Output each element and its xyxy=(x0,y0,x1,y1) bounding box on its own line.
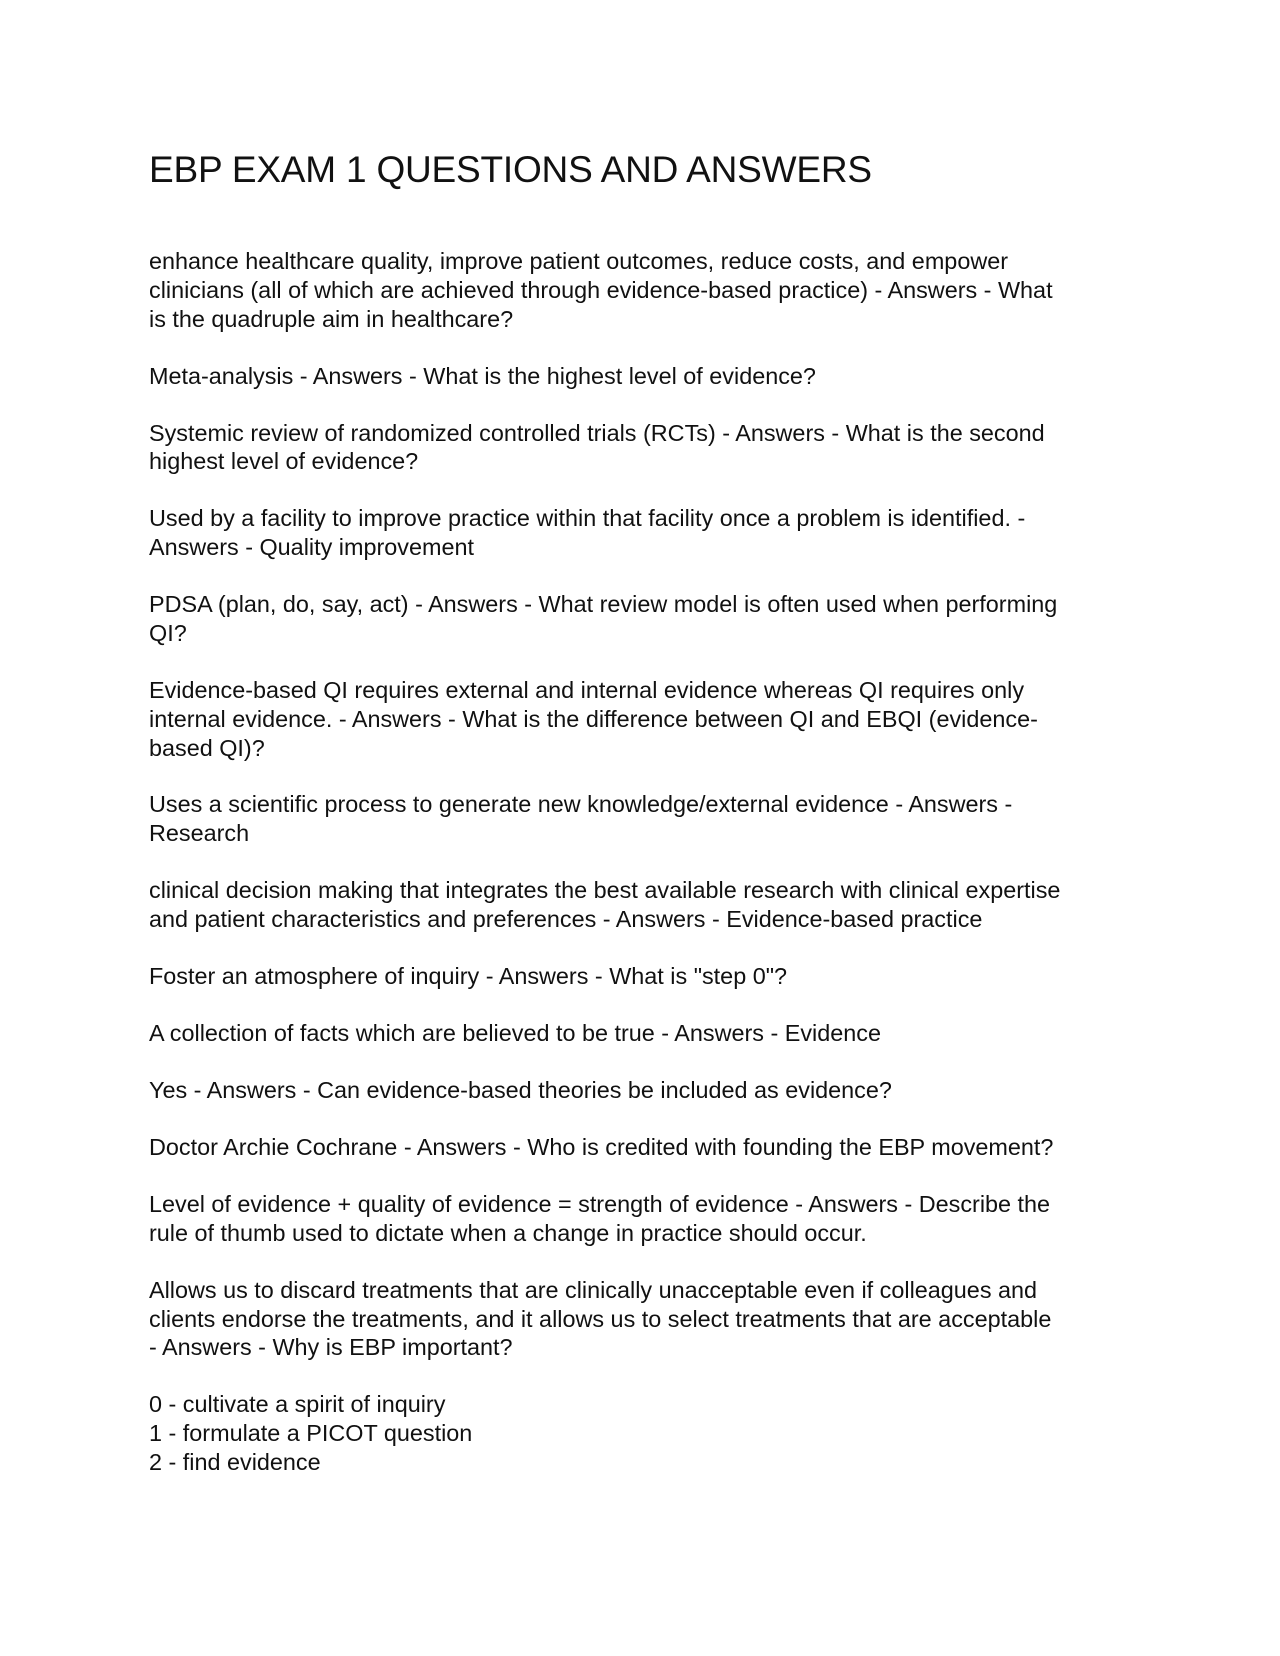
qa-paragraph-quadruple-aim: enhance healthcare quality, improve patient outcomes, reduce costs, and empower clinicians (all of which are achieved through evidence-based practice) - Answers - What is the quadruple aim in healthcare? xyxy=(149,248,1053,332)
qa-paragraph-highest-evidence: Meta-analysis - Answers - What is the highest level of evidence? xyxy=(149,362,816,389)
qa-paragraph-qi-vs-ebqi: Evidence-based QI requires external and internal evidence whereas QI requires only internal evidence. - Answers - What is the difference between QI and EBQI (evidence- based QI)? xyxy=(149,676,1038,761)
qa-paragraph-ebp-steps: 0 - cultivate a spirit of inquiry 1 - formulate a PICOT question 2 - find evidence xyxy=(149,1391,473,1475)
qa-paragraph-theories: Yes - Answers - Can evidence-based theories be included as evidence? xyxy=(149,1077,892,1104)
qa-paragraph-step-0: Foster an atmosphere of inquiry - Answers - What is "step 0"? xyxy=(149,963,788,990)
qa-paragraph-rule-of-thumb: Level of evidence + quality of evidence = strength of evidence - Answers - Describe the rule of thumb used to dictate when a change in practice should occur. xyxy=(149,1190,1051,1246)
qa-paragraph-ebp-importance: Allows us to discard treatments that are clinically unacceptable even if colleagues and clients endorse the treatments, and it allows us to select treatments that are acceptable - Answers - Why is EBP important? xyxy=(149,1276,1052,1361)
qa-paragraph-ebp-definition: clinical decision making that integrates the best available research with clinical expertise and patient characteristics and preferences - Answers - Evidence-based practice xyxy=(149,877,1061,933)
qa-paragraph-cochrane: Doctor Archie Cochrane - Answers - Who is credited with founding the EBP movement? xyxy=(149,1134,1054,1160)
qa-paragraph-quality-improvement: Used by a facility to improve practice within that facility once a problem is identified. - Answers - Quality improvement xyxy=(149,505,1026,561)
document-body xyxy=(149,247,1149,1477)
page-title: EBP EXAM 1 QUESTIONS AND ANSWERS xyxy=(149,149,872,190)
qa-paragraph-pdsa: PDSA (plan, do, say, act) - Answers - What review model is often used when performing QI? xyxy=(149,591,1058,646)
qa-paragraph-second-highest-evidence: Systemic review of randomized controlled trials (RCTs) - Answers - What is the second highest level of evidence? xyxy=(149,419,1045,475)
qa-paragraph-research: Uses a scientific process to generate new knowledge/external evidence - Answers - Research xyxy=(149,791,1013,847)
qa-paragraph-evidence: A collection of facts which are believed to be true - Answers - Evidence xyxy=(149,1020,881,1047)
